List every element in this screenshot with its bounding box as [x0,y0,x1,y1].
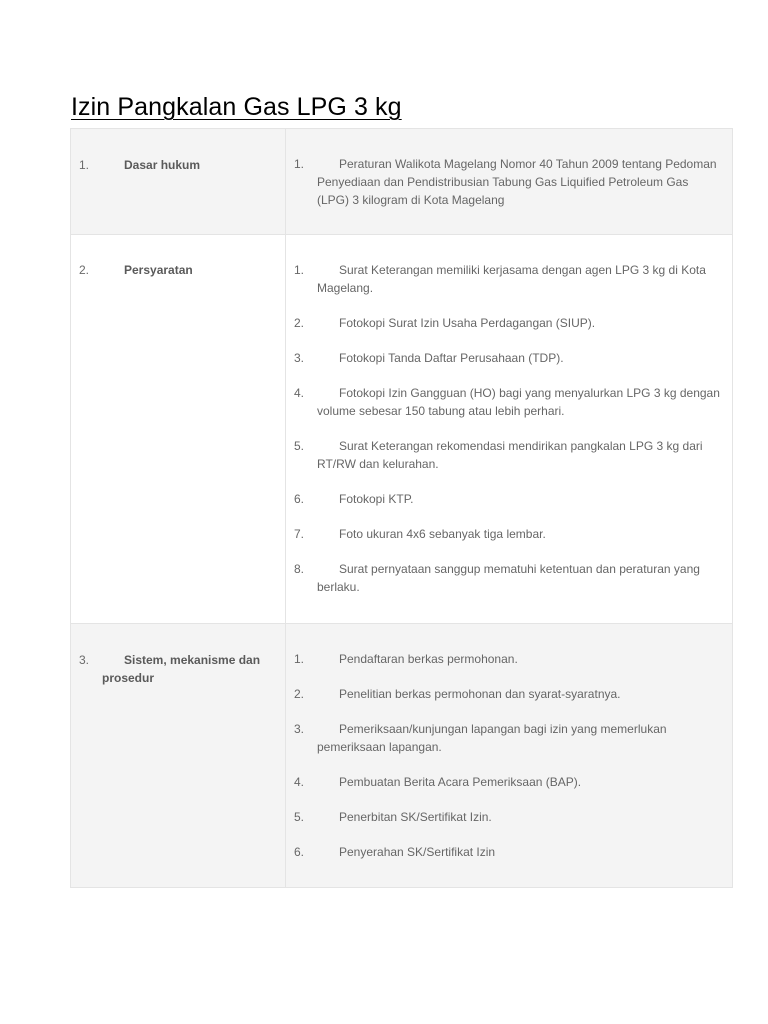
item-number: 4. [294,775,305,789]
list-item [294,314,720,332]
requirement-list [294,155,720,209]
item-number: 2. [294,687,305,701]
item-number: 5. [294,439,305,453]
list-item [294,560,720,596]
item-text: Foto ukuran 4x6 sebanyak tiga lembar. [339,527,546,541]
list-item [294,490,720,508]
item-number: 5. [294,810,305,824]
requirement-list [294,261,720,596]
item-number: 3. [294,722,305,736]
item-text: Surat Keterangan memiliki kerjasama dengan agen LPG 3 kg di Kota Magelang. [317,263,706,295]
row-content-cell [286,235,732,623]
list-item [294,261,720,297]
row-header-cell [71,624,286,887]
item-text: Penyerahan SK/Sertifikat Izin [339,845,496,859]
item-number: 4. [294,386,305,400]
item-text: Fotokopi Surat Izin Usaha Perdagangan (SIUP). [339,316,596,330]
page-title: Izin Pangkalan Gas LPG 3 kg [71,93,402,121]
list-item [294,720,720,756]
list-item [294,155,720,209]
row-header-cell [71,129,286,234]
list-item [294,773,720,791]
list-item [294,349,720,367]
item-text: Surat Keterangan rekomendasi mendirikan pangkalan LPG 3 kg dari RT/RW dan kelurahan. [317,439,703,471]
item-text: Pendaftaran berkas permohonan. [339,652,518,666]
list-item [294,650,720,668]
item-number: 2. [294,316,305,330]
item-number: 1. [294,263,305,277]
row-label: Sistem, mekanisme dan prosedur [102,653,261,685]
row-content-cell [286,129,732,234]
row-label: Dasar hukum [124,158,201,172]
list-item [294,384,720,420]
table-row-sistem-mekanisme-prosedur [71,623,732,887]
item-number: 6. [294,845,305,859]
item-number: 3. [294,351,305,365]
item-text: Fotokopi Izin Gangguan (HO) bagi yang menyalurkan LPG 3 kg dengan volume sebesar 150 tabung atau lebih perhari. [317,386,720,418]
row-content-cell [286,624,732,887]
list-item [294,525,720,543]
list-item [294,437,720,473]
table-row-dasar-hukum [71,128,732,234]
item-number: 6. [294,492,305,506]
item-text: Pembuatan Berita Acara Pemeriksaan (BAP). [339,775,582,789]
row-header-cell [71,235,286,623]
row-label: Persyaratan [124,263,193,277]
item-text: Fotokopi KTP. [339,492,414,506]
permit-table [70,128,733,888]
row-number: 3. [79,653,90,667]
item-text: Fotokopi Tanda Daftar Perusahaan (TDP). [339,351,564,365]
item-text: Peraturan Walikota Magelang Nomor 40 Tahun 2009 tentang Pedoman Penyediaan dan Pendistribusian Tabung Gas Liquified Petroleum Gas (LPG) 3 kilogram di Kota Magelang [317,157,717,207]
row-number: 1. [79,158,90,172]
item-number: 1. [294,652,305,666]
item-text: Penelitian berkas permohonan dan syarat-syaratnya. [339,687,621,701]
list-item [294,685,720,703]
item-text: Pemeriksaan/kunjungan lapangan bagi izin yang memerlukan pemeriksaan lapangan. [317,722,667,754]
item-number: 1. [294,157,305,171]
list-item [294,843,720,861]
list-item [294,808,720,826]
item-text: Penerbitan SK/Sertifikat Izin. [339,810,492,824]
procedure-list [294,650,720,861]
item-number: 8. [294,562,305,576]
row-number: 2. [79,263,90,277]
item-number: 7. [294,527,305,541]
table-row-persyaratan [71,234,732,623]
item-text: Surat pernyataan sanggup mematuhi ketentuan dan peraturan yang berlaku. [317,562,700,594]
